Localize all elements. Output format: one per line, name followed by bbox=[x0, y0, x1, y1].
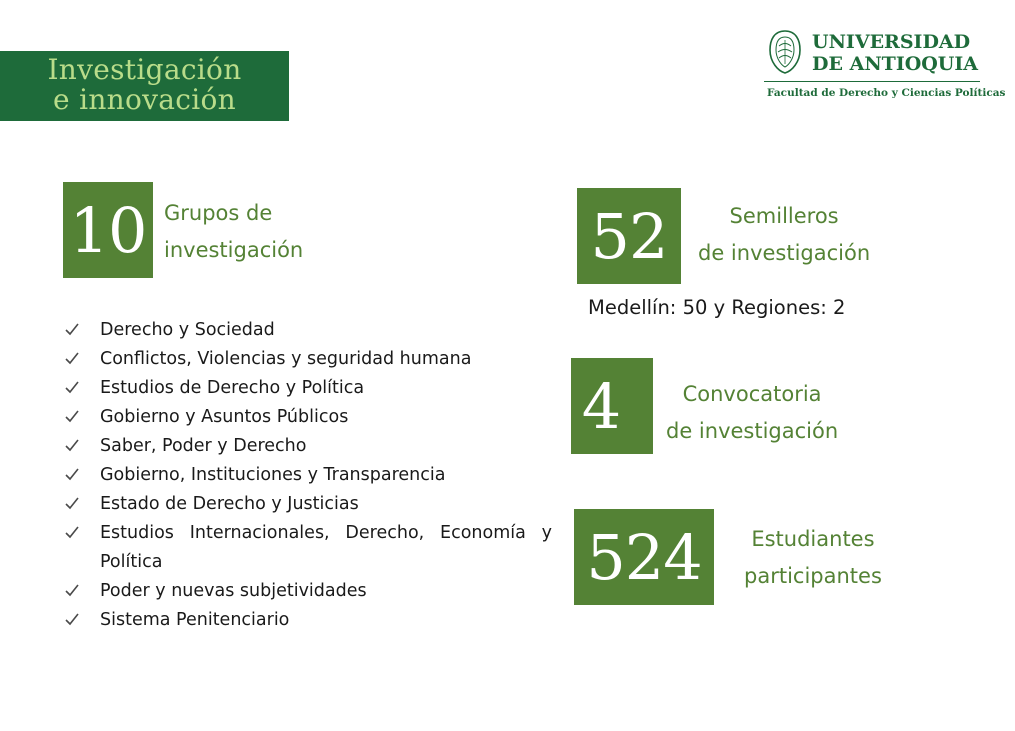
groups-label bbox=[164, 195, 303, 269]
list-item: Sistema Penitenciario bbox=[62, 606, 552, 635]
university-seal-icon bbox=[766, 28, 804, 76]
calls-label-line2: de investigación bbox=[666, 419, 839, 443]
groups-label-line2: investigación bbox=[164, 238, 304, 262]
students-label-line1: Estudiantes bbox=[751, 527, 875, 551]
list-item: Gobierno y Asuntos Públicos bbox=[62, 403, 552, 432]
groups-count: 10 bbox=[69, 193, 147, 267]
university-logo bbox=[762, 24, 1006, 106]
seedbeds-regions-note: Medellín: 50 y Regiones: 2 bbox=[588, 296, 846, 319]
calls-label-line1: Convocatoria bbox=[682, 382, 822, 406]
check-icon bbox=[64, 495, 80, 511]
check-icon bbox=[64, 437, 80, 453]
students-count: 524 bbox=[586, 520, 702, 594]
list-item: Conflictos, Violencias y seguridad humana bbox=[62, 345, 552, 374]
section-title-line1: Investigación bbox=[47, 53, 242, 86]
seedbeds-count-box bbox=[577, 188, 681, 284]
seedbeds-label bbox=[698, 198, 870, 272]
check-icon bbox=[64, 466, 80, 482]
faculty-name: Facultad de Derecho y Ciencias Políticas bbox=[767, 87, 1006, 99]
list-item: Estudios Internacionales, Derecho, Economía y Política bbox=[62, 519, 552, 577]
logo-name-line2: DE ANTIOQUIA bbox=[812, 53, 979, 75]
check-icon bbox=[64, 408, 80, 424]
check-icon bbox=[64, 321, 80, 337]
students-count-box bbox=[574, 509, 714, 605]
seedbeds-label-line1: Semilleros bbox=[729, 204, 839, 228]
groups-count-box bbox=[63, 182, 153, 278]
calls-count-box bbox=[571, 358, 653, 454]
title-band bbox=[0, 51, 289, 121]
list-item: Derecho y Sociedad bbox=[62, 316, 552, 345]
check-icon bbox=[64, 379, 80, 395]
list-item: Saber, Poder y Derecho bbox=[62, 432, 552, 461]
check-icon bbox=[64, 350, 80, 366]
logo-divider bbox=[764, 81, 980, 82]
check-icon bbox=[64, 582, 80, 598]
students-label-line2: participantes bbox=[744, 564, 882, 588]
students-label bbox=[744, 521, 882, 595]
research-groups-list bbox=[62, 316, 552, 635]
seedbeds-label-line2: de investigación bbox=[698, 241, 871, 265]
seedbeds-count: 52 bbox=[590, 199, 668, 273]
groups-label-line1: Grupos de bbox=[164, 201, 273, 225]
list-item: Estado de Derecho y Justicias bbox=[62, 490, 552, 519]
list-item: Gobierno, Instituciones y Transparencia bbox=[62, 461, 552, 490]
check-icon bbox=[64, 524, 80, 540]
calls-count: 4 bbox=[581, 369, 621, 443]
list-item: Poder y nuevas subjetividades bbox=[62, 577, 552, 606]
logo-name-line1: UNIVERSIDAD bbox=[812, 31, 971, 53]
calls-label bbox=[666, 376, 838, 450]
section-title-line2: e innovación bbox=[53, 83, 236, 116]
list-item: Estudios de Derecho y Política bbox=[62, 374, 552, 403]
check-icon bbox=[64, 611, 80, 627]
